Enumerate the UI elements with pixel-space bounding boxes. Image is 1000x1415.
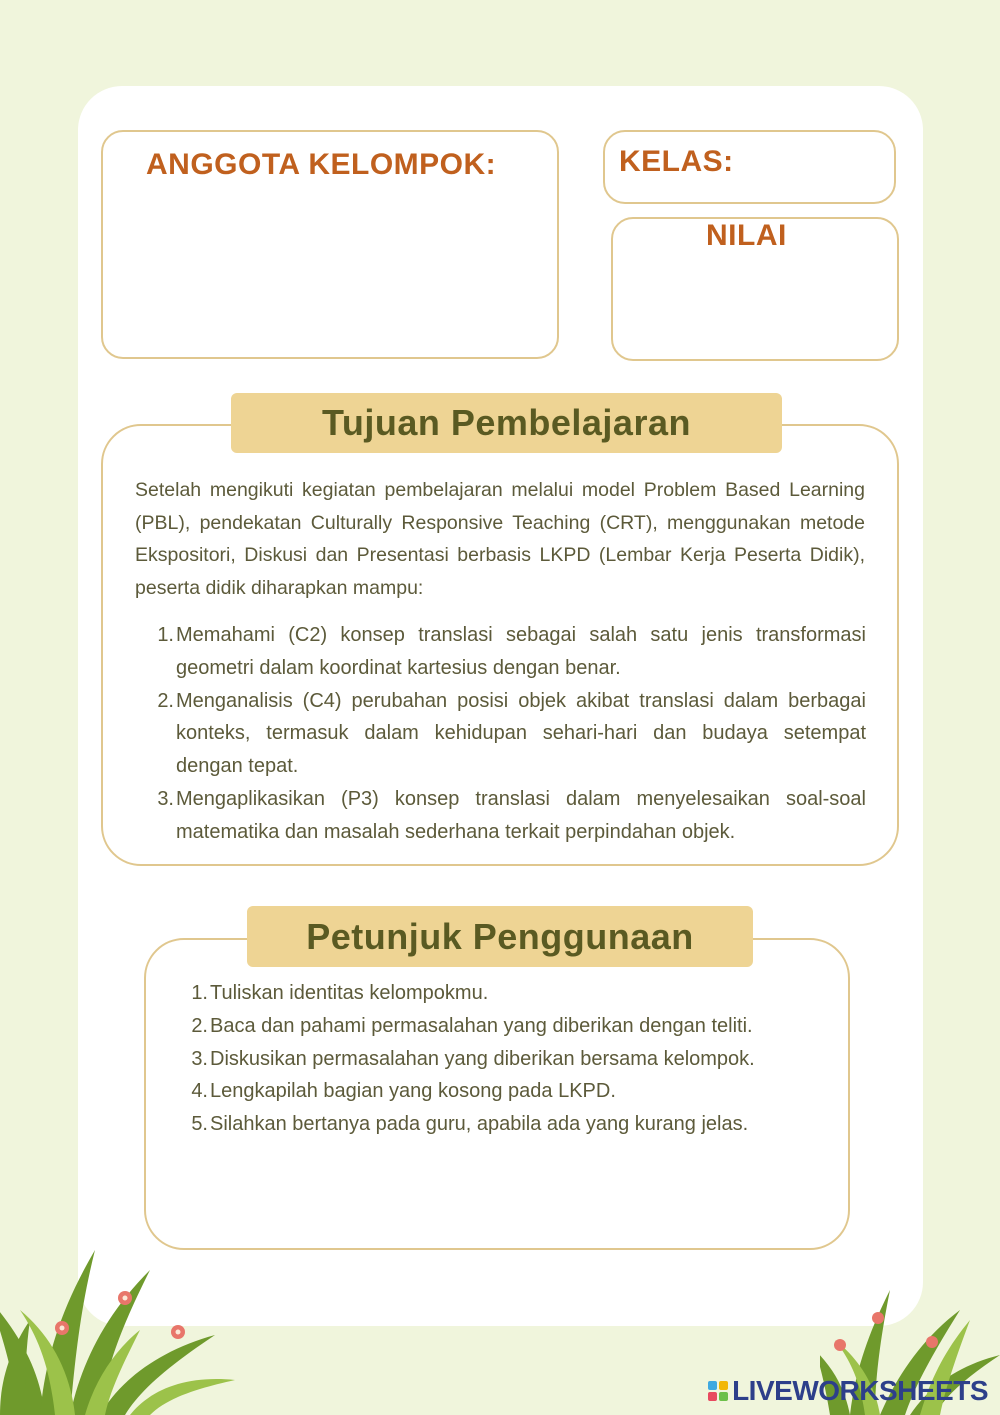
watermark-text: LIVEWORKSHEETS: [732, 1375, 988, 1406]
members-label: ANGGOTA KELOMPOK:: [146, 148, 497, 181]
liveworksheets-watermark: [708, 1375, 988, 1407]
objectives-list: [157, 619, 866, 849]
instructions-list: [191, 977, 816, 1141]
list-number: 1.: [157, 624, 174, 646]
objectives-title: Tujuan Pembelajaran: [231, 393, 782, 453]
class-label: KELAS:: [619, 145, 734, 178]
grass-left-decoration: [0, 1240, 240, 1415]
objective-item-1: [157, 619, 866, 685]
list-text: Diskusikan permasalahan yang diberikan bersama kelompok.: [210, 1047, 755, 1070]
list-number: 3.: [191, 1047, 208, 1070]
list-text: Mengaplikasikan (P3) konsep translasi dalam menyelesaikan soal-soal matematika dan masalah sederhana terkait perpindahan objek.: [176, 787, 866, 843]
list-number: 3.: [157, 787, 174, 810]
objectives-intro: Setelah mengikuti kegiatan pembelajaran melalui model Problem Based Learning (PBL), pendekatan Culturally Responsive Teaching (CRT), menggunakan metode Ekspositori, Diskusi dan Presentasi berbasis LKPD (Lembar Kerja Peserta Didik), peserta didik diharapkan mampu:: [135, 479, 865, 599]
list-number: 2.: [191, 1014, 208, 1037]
list-text: Menganalisis (C4) perubahan posisi objek akibat translasi dalam berbagai konteks, termasuk dalam kehidupan sehari-hari dan budaya setempat dengan tepat.: [176, 689, 866, 778]
list-text: Baca dan pahami permasalahan yang diberikan dengan teliti.: [210, 1014, 753, 1037]
instructions-title: Petunjuk Penggunaan: [247, 906, 753, 967]
instruction-item-5: [191, 1108, 816, 1141]
objective-item-2: [157, 685, 866, 783]
list-text: Memahami (C2) konsep translasi sebagai salah satu jenis transformasi geometri dalam koordinat kartesius dengan benar.: [176, 624, 866, 679]
list-number: 4.: [191, 1080, 208, 1103]
instruction-item-4: [191, 1075, 816, 1108]
instruction-item-2: [191, 1010, 816, 1043]
list-text: Tuliskan identitas kelompokmu.: [210, 982, 489, 1004]
list-text: Silahkan bertanya pada guru, apabila ada yang kurang jelas.: [210, 1113, 749, 1136]
instruction-item-1: [191, 977, 816, 1010]
score-label: NILAI: [706, 219, 787, 252]
list-number: 1.: [191, 982, 208, 1004]
instruction-item-3: [191, 1043, 816, 1076]
liveworksheets-logo-icon: [708, 1381, 728, 1401]
list-number: 2.: [157, 689, 174, 712]
list-text: Lengkapilah bagian yang kosong pada LKPD.: [210, 1080, 616, 1103]
list-number: 5.: [191, 1113, 208, 1136]
objective-item-3: [157, 783, 866, 849]
